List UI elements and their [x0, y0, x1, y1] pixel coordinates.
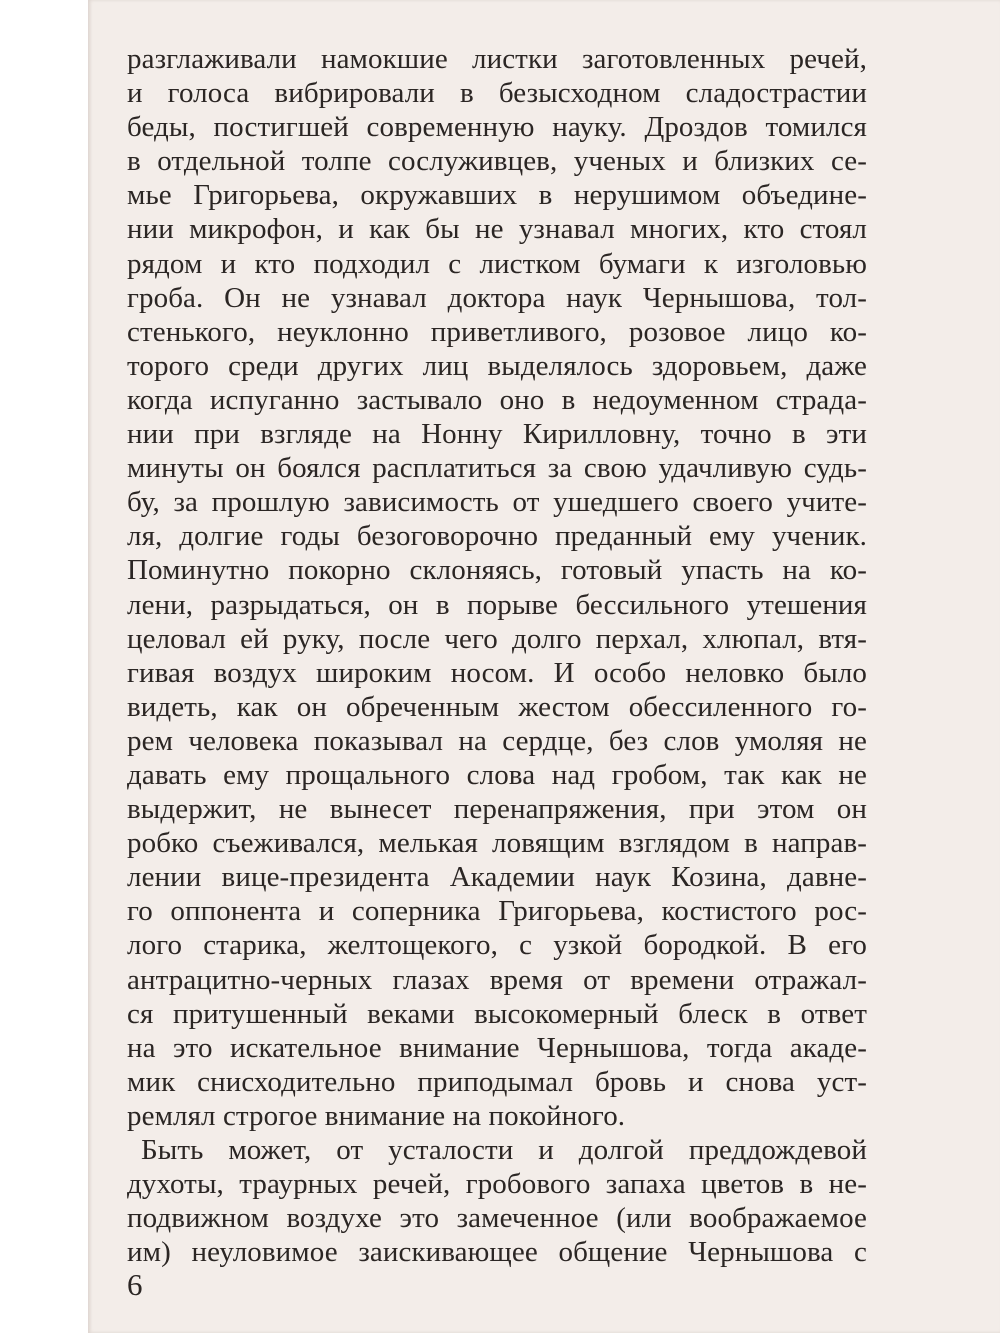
text-line: лого старика, желтощекого, с узкой бородкой. В его	[127, 929, 867, 962]
text-line: рядом и кто подходил с листком бумаги к изголовью	[127, 247, 867, 280]
text-line: нии при взгляде на Нонну Кирилловну, точно в эти	[127, 418, 867, 451]
text-line: ся притушенный веками высокомерный блеск в ответ	[127, 997, 867, 1030]
text-line: антрацитно-черных глазах время от времени отражал-	[127, 963, 867, 996]
text-line: ля, долгие годы безоговорочно преданный ему ученик.	[127, 520, 867, 553]
text-line: минуты он боялся расплатиться за свою удачливую судь-	[127, 452, 867, 485]
paragraph	[127, 42, 867, 1133]
text-line: стенького, неуклонно приветливого, розовое лицо ко-	[127, 315, 867, 348]
text-line: робко съеживался, мелькая ловящим взглядом в направ-	[127, 827, 867, 860]
text-line: ремлял строгое внимание на покойного.	[127, 1099, 626, 1132]
page-number: 6	[127, 1267, 143, 1302]
text-line: го оппонента и соперника Григорьева, костистого рос-	[127, 895, 867, 928]
text-line: видеть, как он обреченным жестом обессиленного го-	[127, 690, 867, 723]
body-text	[127, 42, 867, 1269]
text-line: духоты, траурных речей, гробового запаха цветов в не-	[127, 1168, 867, 1201]
text-line: нии микрофон, и как бы не узнавал многих, кто стоял	[127, 213, 867, 246]
text-line: бу, за прошлую зависимость от ушедшего своего учите-	[127, 486, 867, 519]
text-line: разглаживали намокшие листки заготовленных речей,	[127, 43, 867, 75]
text-line: лени, разрыдаться, он в порыве бессильного утешения	[127, 588, 867, 621]
text-line: Поминутно покорно склоняясь, готовый упасть на ко-	[127, 554, 867, 587]
text-line: гивая воздух широким носом. И особо неловко было	[127, 656, 867, 689]
text-line: беды, постигшей современную науку. Дроздов томился	[127, 111, 867, 144]
text-line: рем человека показывал на сердце, без слов умоляя не	[127, 724, 867, 757]
text-line: целовал ей руку, после чего долго перхал, хлюпал, втя-	[127, 622, 867, 655]
text-line: лении вице-президента Академии наук Козина, давне-	[127, 861, 867, 894]
text-line: Быть может, от усталости и долгой преддождевой	[141, 1134, 867, 1166]
text-line: подвижном воздухе это замеченное (или воображаемое	[127, 1202, 867, 1235]
text-line: гроба. Он не узнавал доктора наук Чернышова, тол-	[127, 281, 867, 314]
paragraph	[127, 1133, 867, 1269]
text-line: когда испуганно застывало оно в недоуменном страда-	[127, 383, 867, 416]
text-line: им) неуловимое заискивающее общение Чернышова с	[127, 1236, 867, 1269]
text-line: выдержит, не вынесет перенапряжения, при этом он	[127, 793, 867, 826]
text-line: на это искательное внимание Чернышова, тогда акаде-	[127, 1031, 867, 1064]
text-line: и голоса вибрировали в безысходном сладострастии	[127, 77, 867, 110]
text-line: торого среди других лиц выделялось здоровьем, даже	[127, 349, 867, 382]
text-line: в отдельной толпе сослуживцев, ученых и близких се-	[127, 145, 867, 178]
text-line: мье Григорьева, окружавших в нерушимом объедине-	[127, 179, 867, 212]
text-line: мик снисходительно приподымал бровь и снова уст-	[127, 1065, 867, 1098]
text-line: давать ему прощального слова над гробом, так как не	[127, 758, 867, 791]
